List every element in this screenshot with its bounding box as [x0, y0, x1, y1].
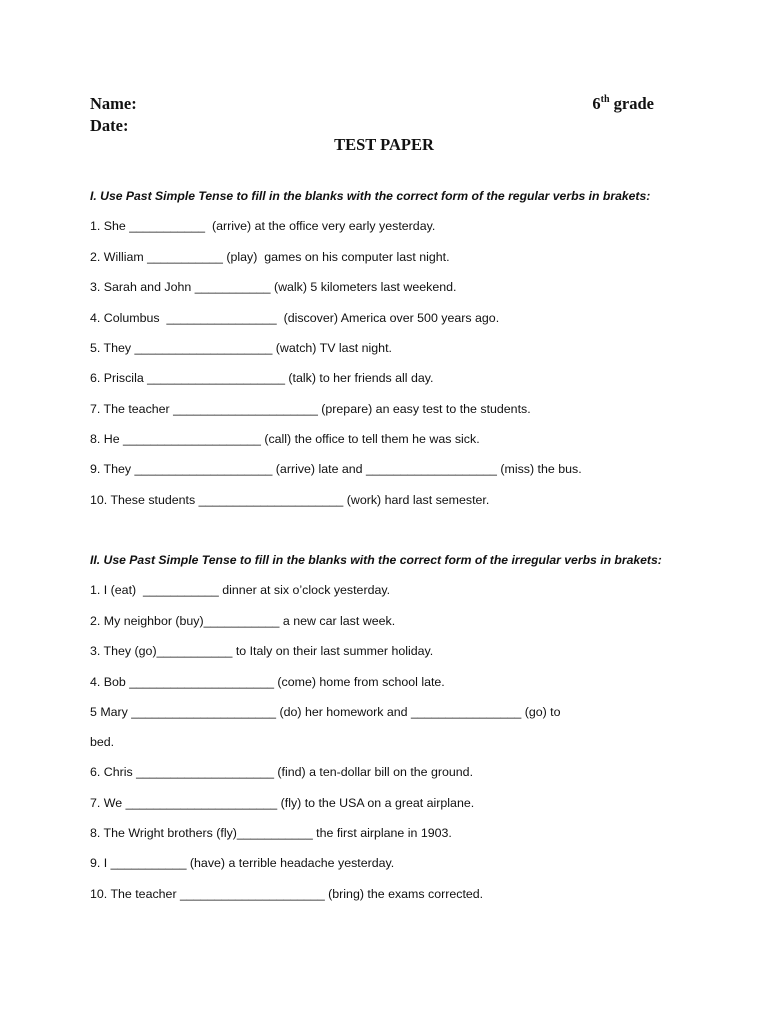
date-label: Date: — [90, 116, 129, 135]
name-label: Name: — [90, 94, 137, 113]
section-2-question: 1. I (eat) ___________ dinner at six o’clock yesterday. — [90, 583, 391, 597]
section-2-question: 9. I ___________ (have) a terrible headache yesterday. — [90, 856, 395, 870]
grade-number: 6 — [592, 94, 601, 113]
section-1-question: 3. Sarah and John ___________ (walk) 5 kilometers last weekend. — [90, 280, 457, 294]
section-1-question: 1. She ___________ (arrive) at the office very early yesterday. — [90, 219, 436, 233]
section-2-question: 6. Chris ____________________ (find) a ten-dollar bill on the ground. — [90, 765, 474, 779]
grade-ordinal-suffix: th — [600, 94, 610, 105]
section-1-question: 5. They ____________________ (watch) TV last night. — [90, 341, 392, 355]
section-1-question: 4. Columbus ________________ (discover) America over 500 years ago. — [90, 311, 500, 325]
section-2-question: 4. Bob _____________________ (come) home from school late. — [90, 675, 445, 689]
section-1-question: 9. They ____________________ (arrive) late and ___________________ (miss) the bus. — [90, 462, 582, 476]
page-title: TEST PAPER — [334, 135, 434, 154]
grade-word: grade — [609, 94, 654, 113]
section-2-question: 2. My neighbor (buy)___________ a new car last week. — [90, 614, 396, 628]
section-2-question: 8. The Wright brothers (fly)___________ the first airplane in 1903. — [90, 826, 452, 840]
section-1-heading: I. Use Past Simple Tense to fill in the blanks with the correct form of the regular verbs in brakets: — [90, 189, 651, 203]
section-1-question: 2. William ___________ (play) games on his computer last night. — [90, 250, 450, 264]
grade-label — [592, 94, 654, 114]
section-2-question-continuation: bed. — [90, 735, 115, 749]
section-1-question: 6. Priscila ____________________ (talk) to her friends all day. — [90, 371, 434, 385]
section-2-question: 7. We ______________________ (fly) to the USA on a great airplane. — [90, 796, 475, 810]
section-1-question: 8. He ____________________ (call) the office to tell them he was sick. — [90, 432, 480, 446]
section-2-heading: II. Use Past Simple Tense to fill in the blanks with the correct form of the irregular verbs in brakets: — [90, 553, 662, 567]
section-2-question: 10. The teacher _____________________ (bring) the exams corrected. — [90, 887, 484, 901]
section-2-question: 3. They (go)___________ to Italy on their last summer holiday. — [90, 644, 434, 658]
section-2-question: 5 Mary _____________________ (do) her homework and ________________ (go) to — [90, 705, 561, 719]
section-1-question: 10. These students _____________________ (work) hard last semester. — [90, 493, 490, 507]
section-1-question: 7. The teacher _____________________ (prepare) an easy test to the students. — [90, 402, 531, 416]
